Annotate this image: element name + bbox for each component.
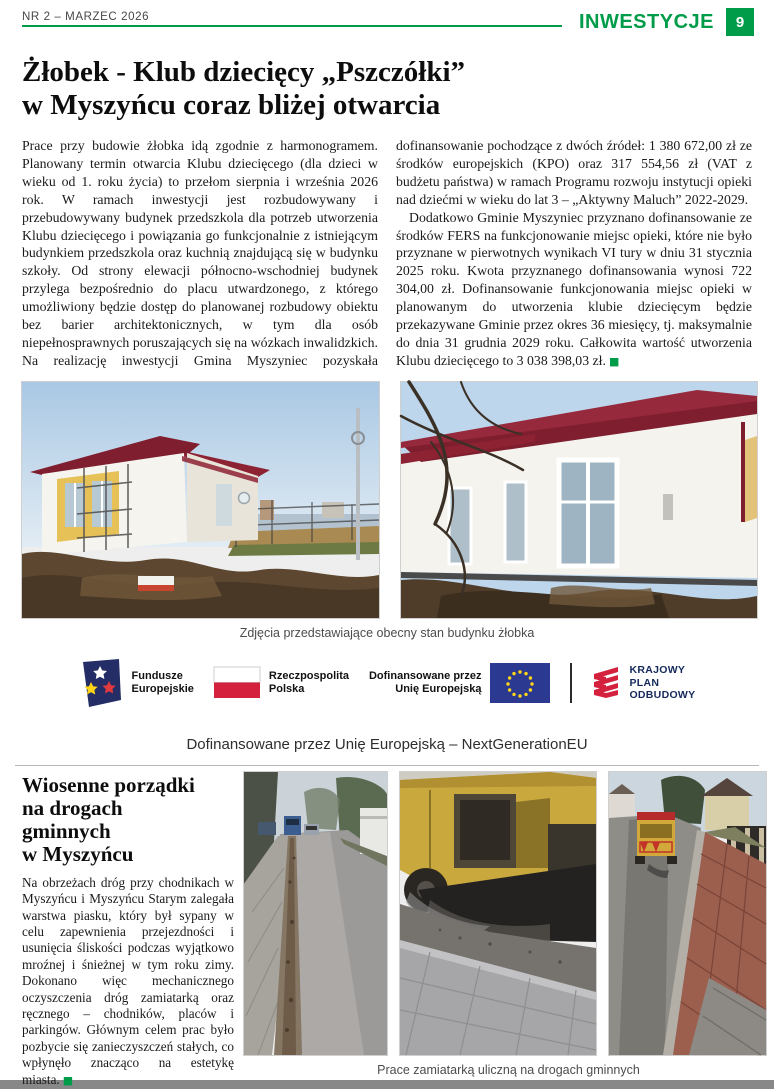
funding-logos-row (0, 652, 774, 714)
eu-flag-icon (490, 663, 550, 703)
logo-separator-bar (570, 663, 572, 703)
article1-body (22, 137, 752, 371)
article2-text-column (15, 771, 234, 1089)
section-header (579, 8, 754, 36)
article2-photo-column (243, 771, 774, 1089)
kpo-logo-icon (592, 666, 620, 700)
photo-sweeper-road (608, 771, 767, 1056)
eu-funding-logo (369, 663, 550, 703)
article1-title-line2: w Myszyńcu coraz bliżej otwarcia (22, 89, 441, 121)
article1-title-line1: Żłobek - Klub dziecięcy „Pszczółki” (22, 56, 466, 88)
article1-paragraph-1: Prace przy budowie żłobka idą zgodnie z harmonogramem. Planowany termin otwarcia Klubu dziecięcego (dla dzieci w wieku od 1. roku życia) to przełom sierpnia i września 2026 rok. W ramach inwestycji jest rozbudowywany i przebudowywany budynek przedszkola dla potrzeb utworzenia Klubu dziecięcego i powiązania go funkcjonalnie z istniejącym budynkiem przedszkola oraz kuchnią znajdującą się w budynku szkoły. Od strony elewacji północno-wschodniej budynek przylega bezpośrednio do placu utwardzonego, z którego umożliwiony będzie dostęp do planowanej rozbudowy obiektu bez barier architektonicznych, w tym dla osób niepełnosprawnych poruszających się na wózkach inwalidzkich. Na realizację inwestycji Gmina Myszyniec pozyskała dofinansowanie pochodzące z dwóch źródeł: 1 380 672,00 zł ze środków europejskich (KPO) oraz 317 554,56 zł (VAT z budżetu państwa) w ramach Programu rozwoju instytucji opieki nad dziećmi w wieku do lat 3 – „Aktywny Maluch” 2022-2029. (22, 138, 752, 368)
photo-sweeper-brushes-art (400, 772, 596, 1055)
fundusze-europejskie-logo (79, 658, 194, 708)
photo-sweeper-brushes (399, 771, 597, 1056)
header-rule (22, 25, 562, 27)
photo-sweeper-road-art (609, 772, 766, 1055)
section-title: INWESTYCJE (578, 10, 714, 33)
eu-label: Dofinansowane przez Unię Europejską (368, 669, 482, 695)
next-generation-eu-banner: Dofinansowane przez Unię Europejską – NextGenerationEU (186, 735, 588, 753)
fe-label: Fundusze Europejskie (131, 669, 194, 695)
article1-photo-row (21, 381, 753, 619)
page-header (0, 0, 774, 36)
article-end-square-icon: ■ (608, 354, 620, 368)
photo-zlobek-construction-art (22, 382, 379, 618)
kpo-label: KRAJOWY PLAN ODBUDOWY (629, 664, 696, 702)
photo-sand-curb (243, 771, 388, 1056)
pl-label: Rzeczpospolita Polska (268, 669, 349, 695)
page-number-badge: 9 (726, 8, 754, 36)
article-end-square-icon: ■ (62, 1073, 74, 1087)
photo-zlobek-facade (400, 381, 758, 619)
poland-flag-icon (214, 667, 260, 698)
photo-zlobek-construction (21, 381, 380, 619)
article1-paragraph-2: Dodatkowo Gminie Myszyniec przyznano dofinansowanie ze środków FERS na funkcjonowanie miejsc opieki, które nie było przyznane w pierwotnych wynikach VI tury w dniu 31 stycznia 2025 roku. Kwota przyznanego dofinansowania wynosi 722 304,00 zł. Dofinansowanie funkcjonowania miejsc opieki w planowanym do utworzenia klubie dziecięcym będzie przekazywane Gminie przez okres 36 miesięcy, tj. maksymalnie do dnia 31 grudnia 2029 roku. Całkowita wartość utworzenia Klubu dziecięcego to 3 038 398,03 zł. ■ (396, 209, 752, 368)
article2-body: Na obrzeżach dróg przy chodnikach w Myszyńcu i Myszyńcu Starym zalegała warstwa piasku, który był sypany w celu zapewnienia przejezdności i usunięcia śliskości podczas wyjątkowo mroźnej i śnieżnej w tym roku zimy. Dokonano więc mechanicznego oczyszczenia dróg zamiatarką oraz ręcznego – chodników, placów i parkingów. Głównym celem prac było pozbycie się zanieczyszczeń stałych, co wpłynęło znacząco na estetykę miasta. ■ (22, 874, 234, 1087)
article1-photo-caption: Zdjęcia przedstawiające obecny stan budynku żłobka (239, 625, 535, 640)
article1-title (22, 56, 752, 122)
photo-zlobek-facade-art (401, 382, 757, 618)
photo-sand-curb-art (244, 772, 387, 1055)
fe-flag-icon (79, 658, 123, 708)
article2 (15, 771, 774, 1089)
article2-photo-row (243, 771, 774, 1056)
issue-label: NR 2 – MARZEC 2026 (22, 11, 150, 23)
kpo-logo (592, 664, 695, 702)
rzeczpospolita-polska-logo (214, 667, 349, 698)
article2-photo-caption: Prace zamiatarką uliczną na drogach gminnych (377, 1062, 640, 1077)
article2-title: Wiosenne porządki na drogach gminnych w Myszyńcu (22, 772, 195, 866)
article-divider (15, 765, 759, 766)
